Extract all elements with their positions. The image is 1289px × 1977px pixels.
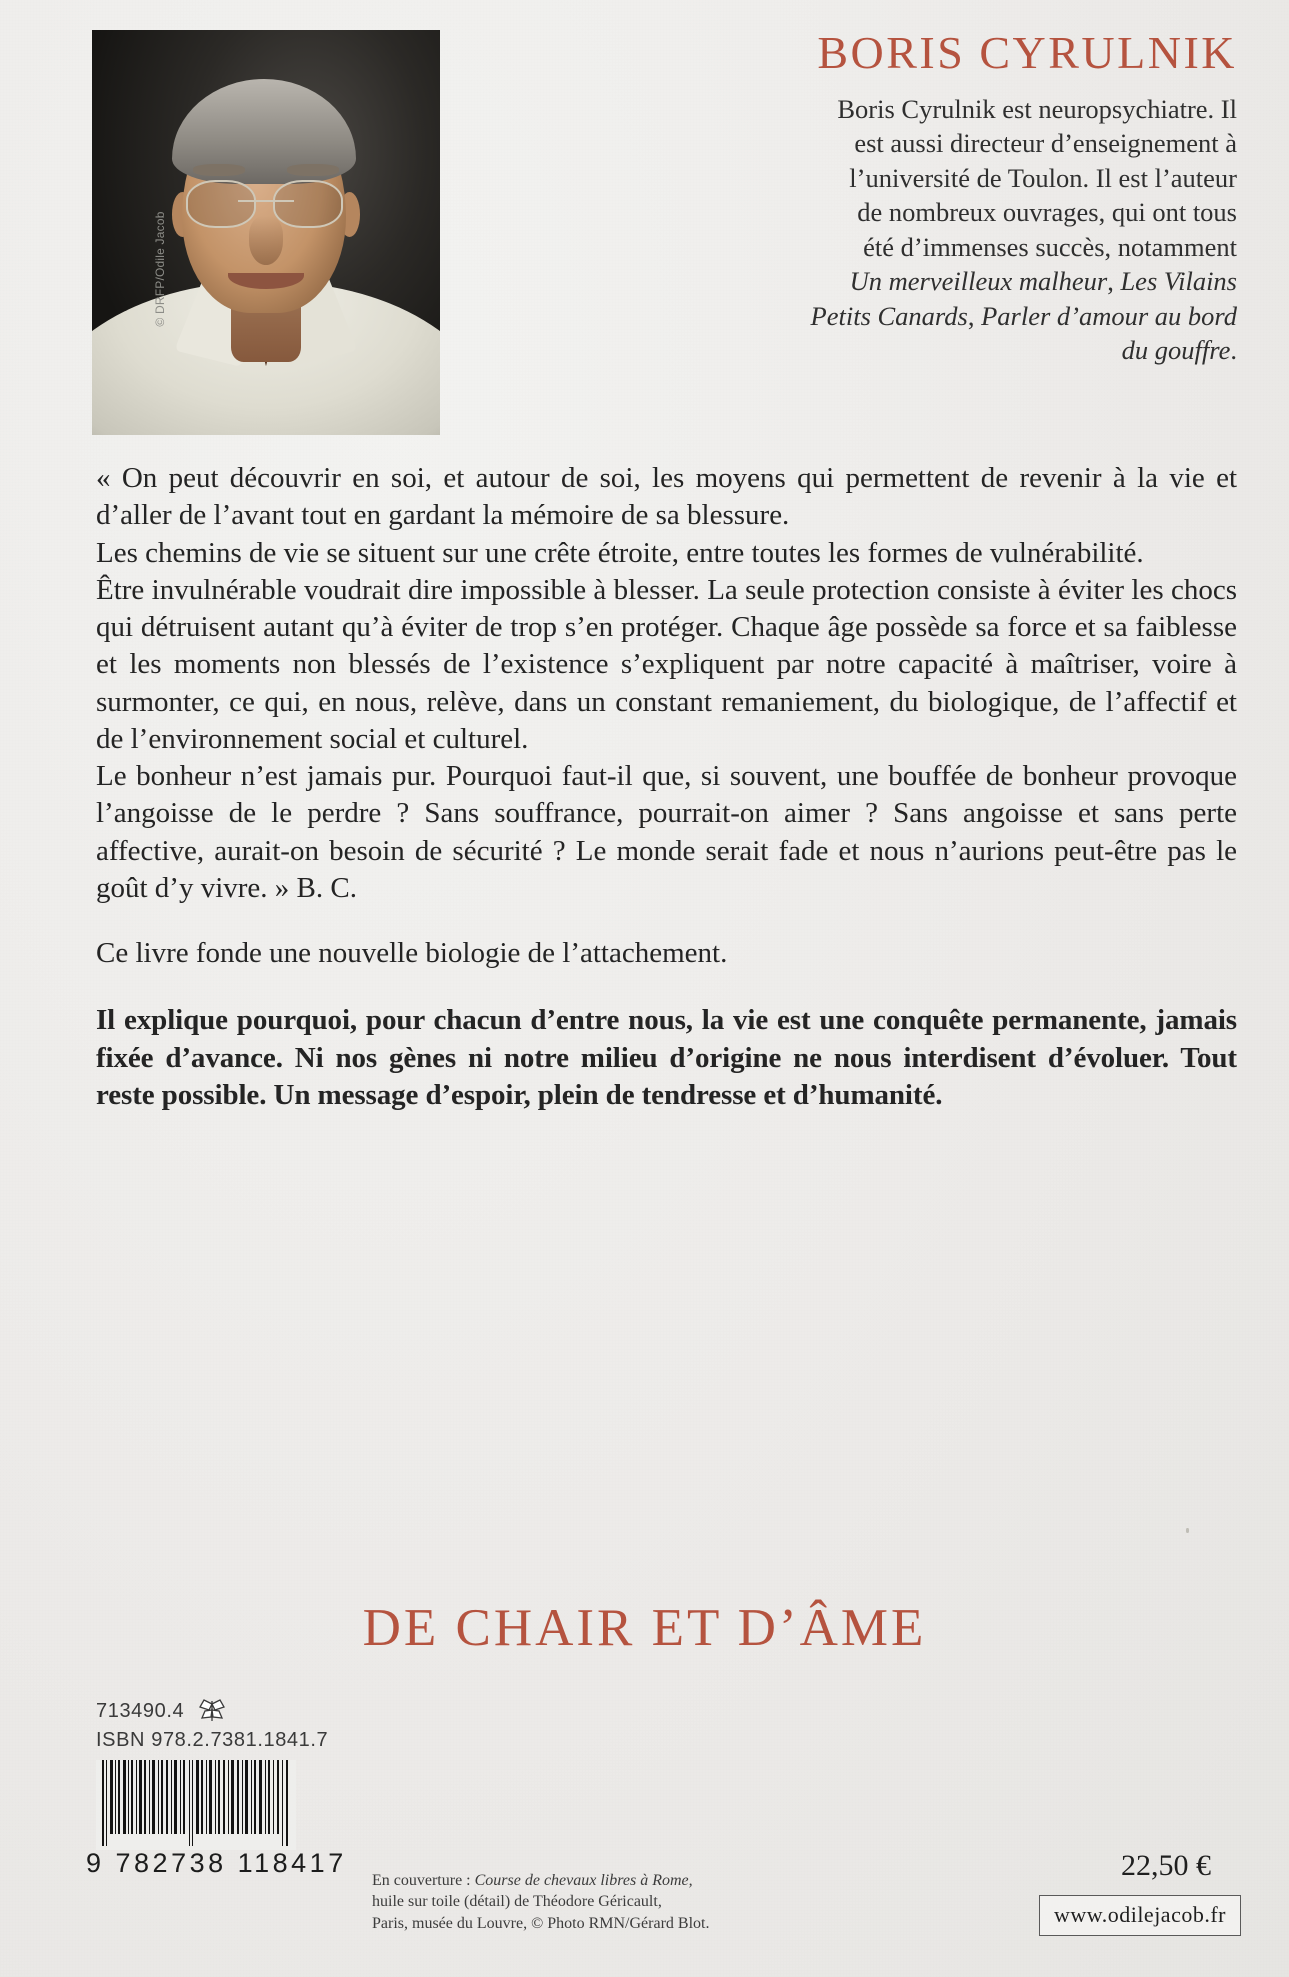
bio-line-1: Boris Cyrulnik est neuropsychiatre. Il <box>837 94 1237 124</box>
photo-lens-right <box>273 180 343 229</box>
photo-eyebrow-right <box>287 164 339 176</box>
cover-credit-line-2: huile sur toile (détail) de Théodore Géricault, <box>372 1893 662 1911</box>
blurb-paragraph-5: Ce livre fonde une nouvelle biologie de l’attachement. <box>96 937 728 969</box>
print-speck <box>1186 1528 1189 1533</box>
bio-book-title-3: Petits Canards <box>810 300 968 331</box>
footer-block <box>0 1697 1289 1977</box>
author-name: BORIS CYRULNIK <box>817 27 1237 78</box>
bio-sep-1: , <box>1107 266 1121 297</box>
bio-book-title-4: Parler d’amour au bord <box>981 300 1237 331</box>
photo-credit: © DRFP/Odile Jacob <box>153 211 167 327</box>
publisher-website[interactable]: www.odilejacob.fr <box>1039 1895 1241 1936</box>
bio-book-title-1: Un merveilleux malheur <box>849 266 1108 297</box>
price-label: 22,50 € <box>1121 1849 1211 1882</box>
blurb-paragraph-4: Le bonheur n’est jamais pur. Pourquoi faut-il que, si souvent, une bouffée de bonheur provoque l’angoisse de le perdre ? Sans souffrance, pourrait-on aimer ? Sans angoisse et sans perte affective, aurait-on besoin de sécurité ? Le monde serait fade et nous n’aurions peut-être pas le goût d’y vivre. » B. C. <box>96 760 1237 904</box>
bio-line-2: est aussi directeur d’enseignement à <box>854 128 1237 159</box>
blurb-paragraph-2: Les chemins de vie se situent sur une crête étroite, entre toutes les formes de vulnérabilité. <box>96 536 1144 569</box>
photo-eyebrow-left <box>193 164 245 176</box>
header-block <box>92 27 1237 435</box>
book-title: DE CHAIR ET D’ÂME <box>362 1599 927 1657</box>
cover-credit-prefix: En couverture : <box>372 1872 475 1889</box>
bio-line-5: été d’immenses succès, notamment <box>863 231 1237 262</box>
ean-barcode-container <box>86 1760 347 1879</box>
cover-credit-line-3: Paris, musée du Louvre, © Photo RMN/Gérard Blot. <box>372 1914 710 1932</box>
blurb-column <box>96 460 1237 1114</box>
product-code: 713490.4 <box>96 1699 185 1722</box>
blurb-paragraph-3: Être invulnérable voudrait dire impossible à blesser. La seule protection consiste à éviter les chocs qui détruisent autant qu’à éviter de trop s’en protéger. Chaque âge possède sa force et sa faiblesse et les moments non blessés de l’existence s’expliquent par notre capacité à maîtriser, voire à surmonter, ce qui, en nous, relève, dans un constant remaniement, du biologique, de l’affectif et de l’environnement social et culturel. <box>96 573 1237 755</box>
author-column <box>462 27 1237 368</box>
odile-jacob-butterfly-icon <box>196 1698 228 1724</box>
blurb-paragraph-6-bold: Il explique pourquoi, pour chacun d’entre nous, la vie est une conquête permanente, jamais fixée d’avance. Ni nos gènes ni notre milieu d’origine ne nous interdisent d’évoluer. Tout reste possible. Un message d’espoir, plein de tendresse et d’humanité. <box>96 1004 1237 1111</box>
bio-sep-2: , <box>967 300 982 331</box>
isbn-number: ISBN 978.2.7381.1841.7 <box>96 1729 329 1751</box>
bio-book-title-5: du gouffre <box>1121 335 1231 366</box>
bio-line-4: de nombreux ouvrages, qui ont tous <box>857 197 1237 228</box>
isbn-block <box>96 1698 328 1752</box>
cover-artwork-credit <box>372 1870 709 1934</box>
author-photo-container <box>92 30 440 435</box>
photo-lens-left <box>186 180 256 229</box>
ean13-barcode <box>96 1760 296 1850</box>
product-code-row <box>96 1698 328 1724</box>
ean-digits: 9 782738 118417 <box>86 1848 347 1878</box>
photo-nose <box>249 216 284 265</box>
blurb-paragraph-1: « On peut découvrir en soi, et autour de soi, les moyens qui permettent de revenir à la vie et d’aller de l’avant tout en gardant la mémoire de sa blessure. <box>96 462 1237 532</box>
photo-glasses-bridge <box>238 200 294 202</box>
author-photo <box>92 30 440 435</box>
cover-artwork-title: Course de chevaux libres à Rome, <box>474 1872 693 1889</box>
author-bio <box>462 92 1237 368</box>
bio-line-3: l’université de Toulon. Il est l’auteur <box>849 162 1237 193</box>
bio-book-title-2: Les Vilains <box>1120 266 1237 297</box>
bio-end: . <box>1230 335 1237 366</box>
